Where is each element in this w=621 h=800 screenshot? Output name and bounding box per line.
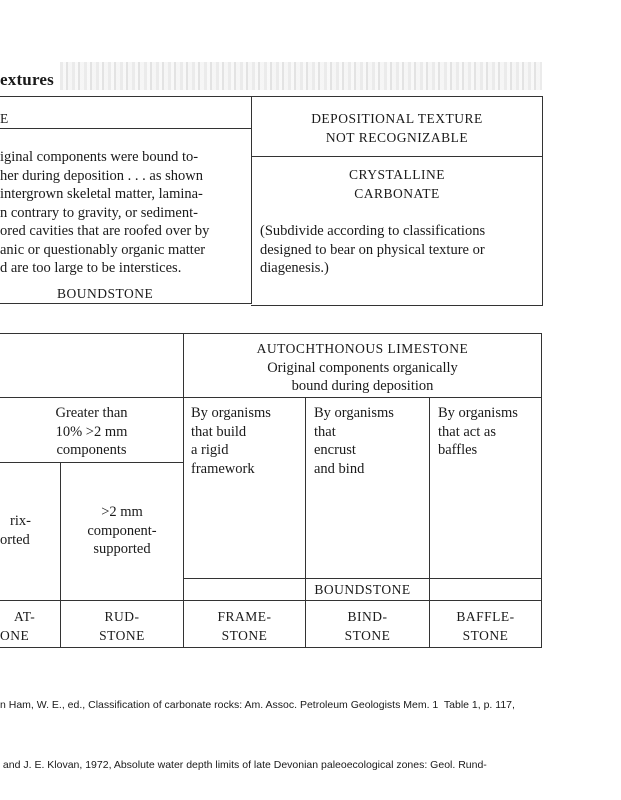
organisms-line: encrust: [314, 442, 356, 458]
name-line: STONE: [462, 627, 509, 643]
page-title: extures: [0, 70, 54, 89]
name-line: STONE: [99, 627, 145, 643]
name-cell-framestone: [184, 608, 305, 645]
autochthonous-title: AUTOCHTHONOUS LIMESTONE: [256, 341, 469, 356]
top-rule: [0, 96, 543, 97]
note-line: (Subdivide according to classifications: [260, 223, 486, 239]
autochthonous-header-rule: [183, 397, 541, 398]
name-line: STONE: [221, 627, 268, 643]
description-line: n contrary to gravity, or sediment-: [0, 204, 198, 221]
name-cell-grainstone: [0, 608, 58, 645]
matrix-line: orted: [0, 531, 30, 548]
greater-than-rule: [0, 462, 183, 463]
boundstone-band-top: [183, 578, 541, 579]
component-supported-cell: [61, 503, 183, 559]
description-line: intergrown skeletal matter, lamina-: [0, 186, 203, 202]
name-line: BIND-: [347, 609, 388, 624]
footnote-line: n Ham, W. E., ed., Classification of carbonate rocks: Am. Assoc. Petroleum Geologists Mem. 1 Table 1, p. 117,: [0, 699, 515, 711]
organisms-encrust-cell: [314, 404, 427, 478]
organisms-line: that: [314, 423, 336, 440]
organisms-line: By organisms: [191, 405, 271, 421]
right-header: [252, 110, 542, 147]
crystalline-line: CRYSTALLINE: [349, 167, 445, 182]
component-line: component-: [87, 522, 157, 539]
crystalline-line: CARBONATE: [354, 185, 440, 201]
name-cell-bindstone: [306, 608, 429, 645]
description-line: ored cavities that are roofed over by: [0, 223, 210, 239]
organisms-line: framework: [191, 460, 255, 477]
autochthonous-line: bound during deposition: [291, 378, 434, 394]
right-header-rule: [251, 156, 543, 157]
name-line: FRAME-: [217, 609, 272, 624]
note-line: designed to bear on physical texture or: [260, 241, 485, 258]
name-line: BAFFLE-: [456, 609, 515, 624]
organisms-line: and bind: [314, 460, 365, 477]
note-line: diagenesis.): [260, 260, 329, 276]
names-rule: [0, 600, 542, 601]
right-header-line: NOT RECOGNIZABLE: [325, 129, 469, 145]
organisms-line: By organisms: [314, 405, 394, 421]
organisms-line: baffles: [438, 442, 478, 458]
greater-than-line: components: [56, 442, 127, 458]
description-line: iginal components were bound to-: [0, 149, 199, 165]
bottom-top-rule: [0, 333, 542, 334]
name-cell-rudstone: [61, 608, 183, 645]
matrix-line: rix-: [10, 513, 31, 529]
left-header: E: [0, 111, 9, 126]
name-cell-bafflestone: [430, 608, 541, 645]
crystalline-carbonate-heading: [252, 166, 542, 203]
name-line: ONE: [0, 627, 30, 643]
name-line: STONE: [344, 627, 391, 643]
organisms-line: a rigid: [191, 442, 229, 458]
boundstone-name: BOUNDSTONE: [57, 286, 154, 301]
description-line: anic or questionably organic matter: [0, 241, 206, 258]
footnote-line: and J. E. Klovan, 1972, Absolute water depth limits of late Devonian paleoecological zones: Geol. Rund-: [0, 759, 487, 771]
autochthonous-line: Original components organically: [267, 359, 458, 376]
description-line: d are too large to be interstices.: [0, 260, 182, 276]
boundstone-description: [0, 148, 250, 278]
greater-than-line: Greater than: [55, 405, 128, 421]
top-right-border: [542, 96, 543, 306]
right-bottom-rule: [251, 305, 543, 306]
organisms-line: By organisms: [438, 405, 518, 421]
greater-than-line: 10% >2 mm: [55, 423, 128, 440]
component-line: supported: [93, 541, 151, 557]
component-line: >2 mm: [101, 504, 143, 520]
right-header-line: DEPOSITIONAL TEXTURE: [311, 111, 483, 126]
autochthonous-header: [184, 340, 541, 396]
description-line: her during deposition . . . as shown: [0, 167, 203, 184]
organisms-line: that act as: [438, 423, 496, 440]
organisms-framework-cell: [191, 404, 303, 478]
left-header-rule-bottom: [0, 397, 183, 398]
organisms-line: that build: [191, 423, 247, 440]
matrix-supported-cell: [0, 512, 58, 549]
crystalline-note: [260, 222, 542, 278]
scan-noise-band: [60, 62, 542, 90]
name-line: AT-: [14, 609, 36, 624]
left-header-rule: [0, 128, 251, 129]
greater-than-cell: [0, 404, 183, 460]
name-line: RUD-: [104, 609, 140, 624]
organisms-baffle-cell: [438, 404, 540, 460]
footnotes: [0, 655, 621, 795]
boundstone-band: BOUNDSTONE: [314, 582, 411, 597]
bottom-rule: [0, 647, 542, 648]
